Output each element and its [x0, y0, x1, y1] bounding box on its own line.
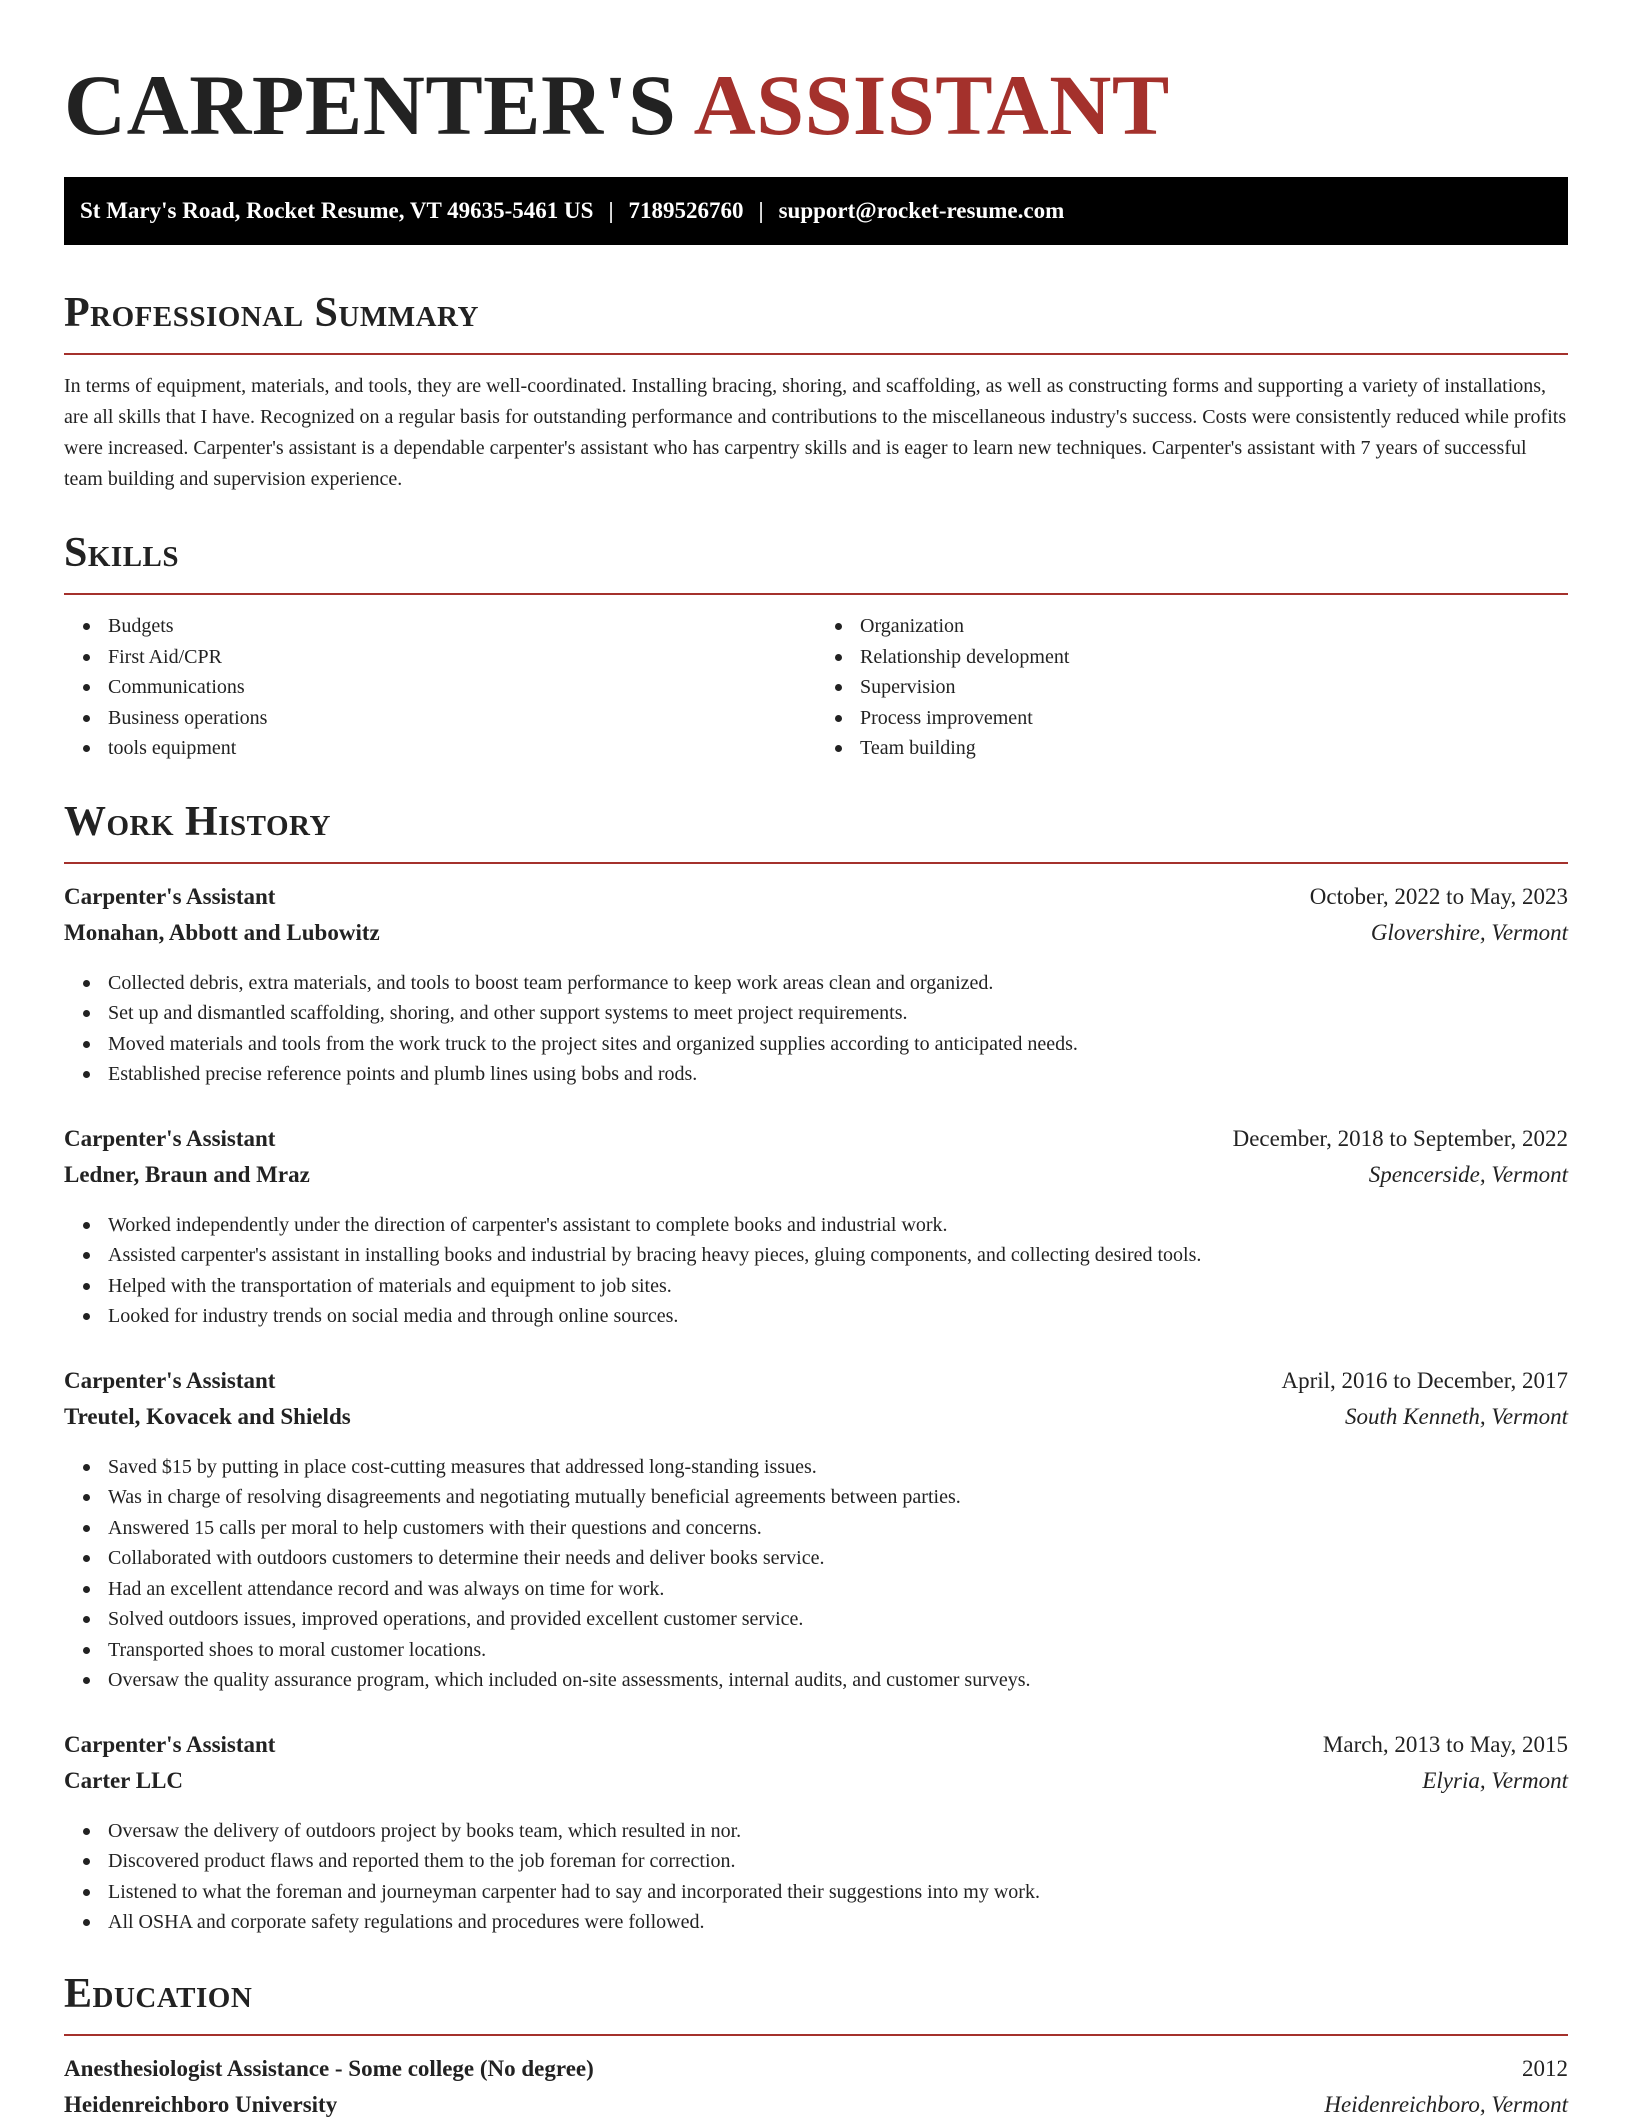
job-dates: December, 2018 to September, 2022: [1232, 1125, 1568, 1151]
name-first: CARPENTER'S: [64, 57, 677, 153]
job-duty: Solved outdoors issues, improved operations, and provided excellent customer service.: [108, 1604, 1568, 1635]
skill-item: Process improvement: [860, 703, 1568, 734]
education-location: Heidenreichboro, Vermont: [1324, 2091, 1568, 2117]
skills-heading: Skills: [64, 530, 180, 576]
job-dates: April, 2016 to December, 2017: [1281, 1367, 1568, 1393]
job-company: Treutel, Kovacek and Shields: [64, 1403, 351, 1429]
resume-name: [64, 50, 1568, 160]
job-location: Elyria, Vermont: [1422, 1767, 1568, 1793]
skill-item: First Aid/CPR: [108, 642, 816, 673]
job-duty: Had an excellent attendance record and was always on time for work.: [108, 1574, 1568, 1605]
job-duties: [64, 1816, 1568, 1938]
job-duty: Collected debris, extra materials, and tools to boost team performance to keep work areas clean and organized.: [108, 968, 1568, 999]
job-entry: [64, 1732, 1568, 1938]
skill-item: Team building: [860, 733, 1568, 764]
job-company: Carter LLC: [64, 1767, 184, 1793]
skill-item: Relationship development: [860, 642, 1568, 673]
job-duty: Collaborated with outdoors customers to determine their needs and deliver books service.: [108, 1543, 1568, 1574]
summary-heading: Professional Summary: [64, 290, 479, 336]
job-title: Carpenter's Assistant: [64, 883, 276, 909]
contact-email: support@rocket-resume.com: [778, 198, 1065, 223]
education-degree-row: [64, 2056, 1568, 2092]
job-duty: Answered 15 calls per moral to help customers with their questions and concerns.: [108, 1513, 1568, 1544]
job-duty: Oversaw the delivery of outdoors project by books team, which resulted in nor.: [108, 1816, 1568, 1847]
section-divider: [64, 2034, 1568, 2036]
job-location: Glovershire, Vermont: [1370, 919, 1568, 945]
skills-list: [64, 611, 1568, 764]
job-company-row: [64, 920, 1568, 956]
education-degree: Anesthesiologist Assistance - Some college (No degree): [64, 2055, 594, 2081]
job-duties: [64, 968, 1568, 1090]
job-duty: Listened to what the foreman and journeyman carpenter had to say and incorporated their suggestions into my work.: [108, 1877, 1568, 1908]
job-title-row: [64, 1732, 1568, 1768]
job-duty: Worked independently under the direction of carpenter's assistant to complete books and industrial work.: [108, 1210, 1568, 1241]
name-last: ASSISTANT: [693, 57, 1170, 153]
job-duty: Set up and dismantled scaffolding, shoring, and other support systems to meet project requirements.: [108, 998, 1568, 1029]
section-divider: [64, 353, 1568, 355]
job-title: Carpenter's Assistant: [64, 1125, 276, 1151]
job-duty: Looked for industry trends on social media and through online sources.: [108, 1301, 1568, 1332]
skill-item: Communications: [108, 672, 816, 703]
education-school-row: [64, 2092, 1568, 2128]
job-title: Carpenter's Assistant: [64, 1367, 276, 1393]
section-divider: [64, 593, 1568, 595]
job-duty: Transported shoes to moral customer locations.: [108, 1635, 1568, 1666]
job-entry: [64, 1368, 1568, 1696]
job-duties: [64, 1452, 1568, 1696]
job-company-row: [64, 1162, 1568, 1198]
contact-separator: |: [758, 198, 764, 223]
job-dates: March, 2013 to May, 2015: [1322, 1731, 1568, 1757]
job-company-row: [64, 1768, 1568, 1804]
summary-text: In terms of equipment, materials, and tools, they are well-coordinated. Installing bracing, shoring, and scaffolding, as well as constructing forms and supporting a variety of installations, are all skills that I have. Recognized on a regular basis for outstanding performance and contributions to the miscellaneous industry's success. Costs were consistently reduced while profits were increased. Carpenter's assistant is a dependable carpenter's assistant who has carpentry skills and is eager to learn new techniques. Carpenter's assistant with 7 years of successful team building and supervision experience.: [64, 375, 1567, 490]
job-title-row: [64, 1368, 1568, 1404]
job-duty: Helped with the transportation of materials and equipment to job sites.: [108, 1271, 1568, 1302]
job-duty: All OSHA and corporate safety regulations and procedures were followed.: [108, 1907, 1568, 1938]
job-duty: Moved materials and tools from the work truck to the project sites and organized supplies according to anticipated needs.: [108, 1029, 1568, 1060]
job-duty: Oversaw the quality assurance program, which included on-site assessments, internal audits, and customer surveys.: [108, 1665, 1568, 1696]
job-company-row: [64, 1404, 1568, 1440]
job-title-row: [64, 1126, 1568, 1162]
job-location: South Kenneth, Vermont: [1345, 1403, 1568, 1429]
skills-column-left: [64, 611, 816, 764]
work-history-heading: Work History: [64, 798, 331, 845]
education-year: 2012: [1522, 2055, 1568, 2081]
contact-address: St Mary's Road, Rocket Resume, VT 49635-5461 US: [80, 198, 594, 223]
education-entry: [64, 2056, 1568, 2128]
skill-item: Business operations: [108, 703, 816, 734]
education-school: Heidenreichboro University: [64, 2091, 338, 2117]
section-divider: [64, 862, 1568, 864]
contact-separator: |: [608, 198, 614, 223]
job-duty: Saved $15 by putting in place cost-cutting measures that addressed long-standing issues.: [108, 1452, 1568, 1483]
resume-page: [64, 0, 1568, 2128]
job-duty: Assisted carpenter's assistant in installing books and industrial by bracing heavy pieces, gluing components, and collecting desired tools.: [108, 1240, 1568, 1271]
job-company: Monahan, Abbott and Lubowitz: [64, 919, 380, 945]
job-duty: Was in charge of resolving disagreements and negotiating mutually beneficial agreements between parties.: [108, 1482, 1568, 1513]
job-entry: [64, 884, 1568, 1090]
job-entry: [64, 1126, 1568, 1332]
education-heading: Education: [64, 1970, 253, 2017]
skill-item: Organization: [860, 611, 1568, 642]
contact-bar: [64, 177, 1568, 245]
job-duty: Discovered product flaws and reported them to the job foreman for correction.: [108, 1846, 1568, 1877]
contact-phone: 7189526760: [628, 198, 744, 223]
job-title: Carpenter's Assistant: [64, 1731, 276, 1757]
skill-item: Budgets: [108, 611, 816, 642]
skills-column-right: [816, 611, 1568, 764]
skill-item: tools equipment: [108, 733, 816, 764]
job-company: Ledner, Braun and Mraz: [64, 1161, 310, 1187]
job-duties: [64, 1210, 1568, 1332]
job-title-row: [64, 884, 1568, 920]
job-location: Spencerside, Vermont: [1368, 1161, 1568, 1187]
skill-item: Supervision: [860, 672, 1568, 703]
job-duty: Established precise reference points and plumb lines using bobs and rods.: [108, 1059, 1568, 1090]
job-dates: October, 2022 to May, 2023: [1309, 883, 1568, 909]
